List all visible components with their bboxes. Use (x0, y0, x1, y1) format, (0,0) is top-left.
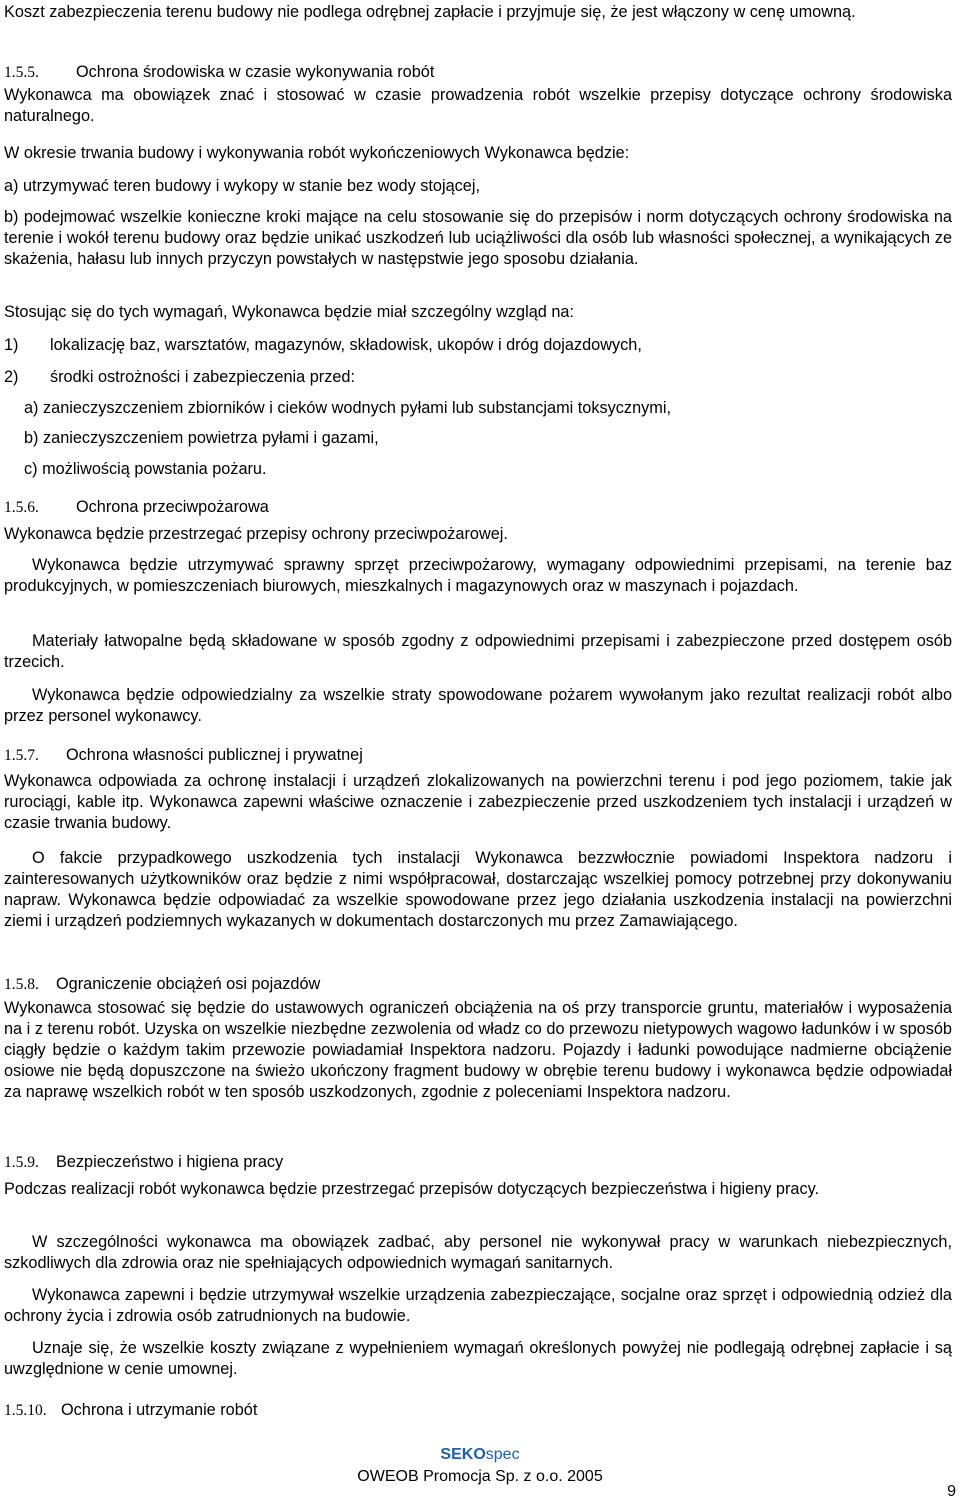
section-number: 1.5.8. (4, 976, 39, 993)
paragraph: O fakcie przypadkowego uszkodzenia tych instalacji Wykonawca bezzwłocznie powiadomi Inspektora nadzoru i zainteresowanych użytkowników oraz będzie z nimi współpracował, dostarczając wszelkiej pomocy potrzebnej przy dokonywaniu napraw. Wykonawca będzie odpowiadać za wszelkie spowodowane przez jego działania uszkodzenia instalacji na powierzchni ziemi i urządzeń podziemnych wykazanych w dokumentach dostarczonych mu przez Zamawiającego. (4, 849, 952, 930)
paragraph: Uznaje się, że wszelkie koszty związane z wypełnieniem wymagań określonych powyżej nie podlegają odrębnej zapłacie i są uwzględnione w cenie umownej. (4, 1339, 952, 1378)
sub-list-item: a) zanieczyszczeniem zbiorników i cieków wodnych pyłami lub substancjami toksycznymi, (24, 399, 671, 417)
list-marker: 2) (4, 368, 19, 386)
section-title: Ochrona środowiska w czasie wykonywania robót (76, 63, 435, 81)
paragraph: Wykonawca stosować się będzie do ustawowych ograniczeń obciążenia na oś przy transporcie gruntu, materiałów i wyposażenia na i z terenu robót. Uzyska on wszelkie niezbędne zezwolenia od władz co do przewozu nietypowych wagowo ładunków i w sposób ciągły będzie o każdym takim przewozie powiadamiał Inspektora nadzoru. Pojazdy i ładunki powodujące nadmierne obciążenie osiowe nie będą dopuszczone na świeżo ukończony fragment budowy w obrębie terenu budowy i wykonawca będzie odpowiadał za naprawę wszelkich robót w ten sposób uszkodzonych, zgodnie z poleceniami Inspektora nadzoru. (4, 999, 952, 1101)
paragraph: W okresie trwania budowy i wykonywania robót wykończeniowych Wykonawca będzie: (4, 144, 630, 162)
paragraph: Materiały łatwopalne będą składowane w sposób zgodny z odpowiednimi przepisami i zabezpieczone przed dostępem osób trzecich. (4, 632, 952, 671)
paragraph: Wykonawca będzie odpowiedzialny za wszelkie straty spowodowane pożarem wywołanym jako rezultat realizacji robót albo przez personel wykonawcy. (4, 686, 952, 725)
section-title: Ochrona i utrzymanie robót (61, 1401, 258, 1419)
paragraph: Podczas realizacji robót wykonawca będzie przestrzegać przepisów dotyczących bezpieczeństwa i higieny pracy. (4, 1180, 820, 1198)
section-heading-1-5-9 (4, 1152, 283, 1173)
footer-company: OWEOB Promocja Sp. z o.o. 2005 (357, 1468, 603, 1485)
list-marker: 1) (4, 336, 19, 354)
section-number: 1.5.9. (4, 1154, 39, 1171)
section-number: 1.5.7. (4, 747, 39, 764)
paragraph: Wykonawca będzie utrzymywać sprawny sprzęt przeciwpożarowy, wymagany odpowiednimi przepisami, na terenie baz produkcyjnych, w pomieszczeniach biurowych, mieszkalnych i magazynowych oraz w maszynach i pojazdach. (4, 556, 952, 595)
logo-text: spec (485, 1446, 520, 1463)
list-text: lokalizację baz, warsztatów, magazynów, składowisk, ukopów i dróg dojazdowych, (50, 336, 642, 354)
section-heading-1-5-6 (4, 497, 269, 518)
paragraph: W szczególności wykonawca ma obowiązek zadbać, aby personel nie wykonywał pracy w warunkach niebezpiecznych, szkodliwych dla zdrowia oraz nie spełniających odpowiednich wymagań sanitarnych. (4, 1233, 952, 1272)
list-text: środki ostrożności i zabezpieczenia przed: (50, 368, 355, 386)
list-item (4, 367, 952, 388)
sub-list-item: b) zanieczyszczeniem powietrza pyłami i gazami, (24, 429, 379, 447)
paragraph: Wykonawca ma obowiązek znać i stosować w czasie prowadzenia robót wszelkie przepisy dotyczące ochrony środowiska naturalnego. (4, 86, 952, 125)
paragraph: Wykonawca będzie przestrzegać przepisy ochrony przeciwpożarowej. (4, 525, 508, 543)
paragraph: Wykonawca zapewni i będzie utrzymywał wszelkie urządzenia zabezpieczające, socjalne oraz sprzęt i odpowiednią odzież dla ochrony życia i zdrowia osób zatrudnionych na budowie. (4, 1286, 952, 1325)
section-heading-1-5-5 (4, 62, 434, 83)
section-title: Bezpieczeństwo i higiena pracy (56, 1153, 284, 1171)
list-item (4, 335, 952, 356)
paragraph: Koszt zabezpieczenia terenu budowy nie podlega odrębnej zapłacie i przyjmuje się, że jest włączony w cenę umowną. (4, 3, 856, 21)
section-number: 1.5.5. (4, 64, 39, 81)
page-number: 9 (947, 1483, 956, 1500)
section-heading-1-5-7 (4, 745, 363, 766)
paragraph: Wykonawca odpowiada za ochronę instalacji i urządzeń zlokalizowanych na powierzchni terenu i pod jego poziomem, takie jak rurociągi, kable itp. Wykonawca zapewni właściwe oznaczenie i zabezpieczenie przed uszkodzeniem tych instalacji i urządzeń w czasie trwania budowy. (4, 772, 952, 832)
section-heading-1-5-8 (4, 974, 320, 995)
paragraph: Stosując się do tych wymagań, Wykonawca będzie miał szczególny wzgląd na: (4, 303, 574, 321)
section-title: Ochrona własności publicznej i prywatnej (66, 746, 363, 764)
section-title: Ograniczenie obciążeń osi pojazdów (56, 975, 321, 993)
logo-bold-text: SEKO (440, 1446, 486, 1463)
sub-list-item: c) możliwością powstania pożaru. (24, 460, 267, 478)
list-item: b) podejmować wszelkie konieczne kroki mające na celu stosowanie się do przepisów i norm dotyczących ochrony środowiska na terenie i wokół terenu budowy oraz będzie unikać uszkodzeń lub uciążliwości dla osób lub własności społecznej, a wynikających ze skażenia, hałasu lub innych przyczyn powstałych w następstwie jego sposobu działania. (4, 208, 952, 268)
section-number: 1.5.6. (4, 499, 39, 516)
section-title: Ochrona przeciwpożarowa (76, 498, 269, 516)
list-item: a) utrzymywać teren budowy i wykopy w stanie bez wody stojącej, (4, 177, 480, 195)
section-heading-1-5-10 (4, 1400, 257, 1421)
footer-logo (0, 1446, 960, 1464)
section-number: 1.5.10. (4, 1402, 47, 1419)
